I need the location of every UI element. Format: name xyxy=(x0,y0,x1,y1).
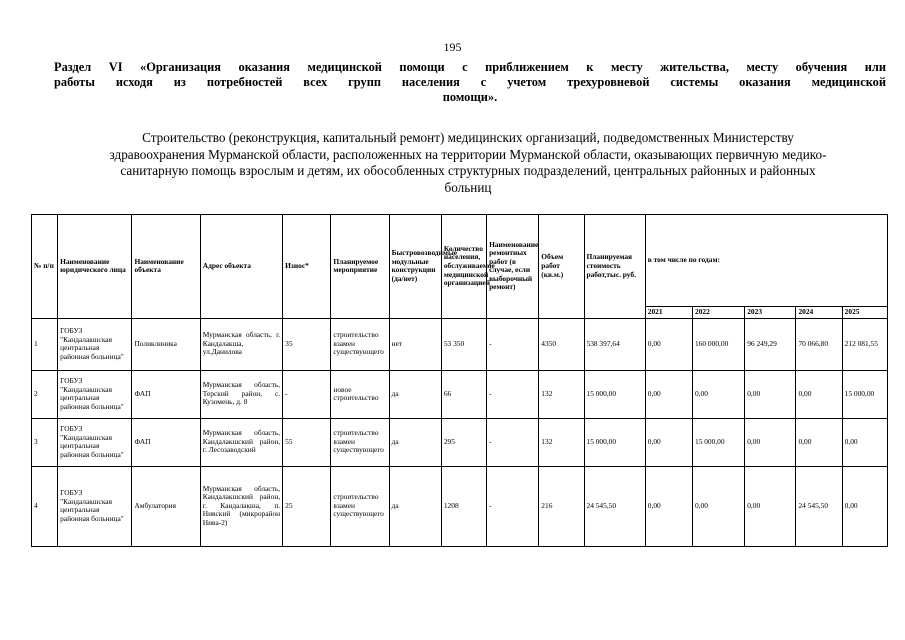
heading-line-1: Раздел VI «Организация оказания медицинской помощи с приближением к месту жительства, месту обучения или xyxy=(54,60,886,74)
cell-cost: 24 545,50 xyxy=(584,466,645,546)
col-header-num: № п/п xyxy=(32,215,58,319)
cell-2021: 0,00 xyxy=(645,318,692,370)
cell-address: Мурманская область, г. Кандалакша, ул.Данилова xyxy=(200,318,282,370)
col-header-modular: Быстровозводимые модульные конструкции (да/нет) xyxy=(389,215,441,319)
document-subtitle xyxy=(48,130,888,196)
col-header-object-name: Наименование объекта xyxy=(132,215,200,319)
cell-2025: 15 000,00 xyxy=(842,370,887,418)
cell-2023: 96 249,29 xyxy=(745,318,796,370)
cell-2021: 0,00 xyxy=(645,370,692,418)
cell-2024: 0,00 xyxy=(796,370,842,418)
cell-volume: 132 xyxy=(539,418,584,466)
cell-population: 295 xyxy=(441,418,486,466)
subtitle-line-2: здравоохранения Мурманской области, расположенных на территории Мурманской области, оказывающих первичную медико- xyxy=(109,146,827,162)
cell-volume: 216 xyxy=(539,466,584,546)
cell-2024: 70 066,80 xyxy=(796,318,842,370)
table-row xyxy=(32,318,888,370)
heading-line-3: помощи». xyxy=(442,90,498,104)
cell-repair-name: - xyxy=(487,318,539,370)
cell-planned-action: строительство взамен существующего xyxy=(331,466,389,546)
subtitle-line-4: больниц xyxy=(444,179,492,195)
cell-population: 53 350 xyxy=(441,318,486,370)
cell-wear: - xyxy=(283,370,331,418)
cell-population: 66 xyxy=(441,370,486,418)
cell-population: 1208 xyxy=(441,466,486,546)
cell-num: 2 xyxy=(32,370,58,418)
cell-2023: 0,00 xyxy=(745,370,796,418)
cell-2022: 0,00 xyxy=(693,370,745,418)
cell-modular: да xyxy=(389,418,441,466)
col-header-year-2024: 2024 xyxy=(796,307,842,319)
col-header-wear: Износ* xyxy=(283,215,331,319)
col-header-volume: Объем работ (кв.м.) xyxy=(539,215,584,319)
cell-num: 1 xyxy=(32,318,58,370)
page-number: 195 xyxy=(443,40,462,54)
cell-legal-entity: ГОБУЗ "Кандалакшская центральная районная больница" xyxy=(58,466,132,546)
cell-num: 3 xyxy=(32,418,58,466)
cell-object-name: ФАП xyxy=(132,370,200,418)
col-header-years-group: в том числе по годам: xyxy=(645,215,887,307)
subtitle-line-3: санитарную помощь взрослым и детям, их обособленных структурных подразделений, центральных районных и районных xyxy=(120,163,816,178)
col-header-address: Адрес объекта xyxy=(200,215,282,319)
cell-2022: 0,00 xyxy=(693,466,745,546)
cell-2025: 0,00 xyxy=(842,466,887,546)
cell-legal-entity: ГОБУЗ "Кандалакшская центральная районная больница" xyxy=(58,418,132,466)
cell-2023: 0,00 xyxy=(745,466,796,546)
heading-line-2: работы исходя из потребностей всех групп населения с учетом трехуровневой системы оказания медицинской xyxy=(54,75,886,89)
cell-object-name: Поликлиника xyxy=(132,318,200,370)
cell-2025: 212 081,55 xyxy=(842,318,887,370)
cell-address: Мурманская область, Терский район, с. Кузомень, д. 8 xyxy=(200,370,282,418)
cell-address: Мурманская область, Кандалакшский район, г. Кандалакша, п. Нивский (микрорайон Нива-2) xyxy=(200,466,282,546)
cell-wear: 55 xyxy=(283,418,331,466)
col-header-year-2025: 2025 xyxy=(842,307,887,319)
col-header-repair-name: Наименование ремонтных работ (в случае, если выборочный ремонт) xyxy=(487,215,539,319)
cell-2022: 15 000,00 xyxy=(693,418,745,466)
cell-2023: 0,00 xyxy=(745,418,796,466)
cell-2022: 160 000,00 xyxy=(693,318,745,370)
table-row xyxy=(32,466,888,546)
cell-cost: 15 000,00 xyxy=(584,370,645,418)
subtitle-line-1: Строительство (реконструкция, капитальный ремонт) медицинских организаций, подведомственных Министерству xyxy=(142,130,794,145)
cell-planned-action: строительство взамен существующего xyxy=(331,318,389,370)
table-row xyxy=(32,370,888,418)
cell-cost: 538 397,64 xyxy=(584,318,645,370)
cell-modular: нет xyxy=(389,318,441,370)
cell-2025: 0,00 xyxy=(842,418,887,466)
cell-wear: 35 xyxy=(283,318,331,370)
cell-cost: 15 000,00 xyxy=(584,418,645,466)
cell-object-name: ФАП xyxy=(132,418,200,466)
cell-planned-action: строительство взамен существующего xyxy=(331,418,389,466)
cell-modular: да xyxy=(389,466,441,546)
cell-repair-name: - xyxy=(487,418,539,466)
col-header-planned-action: Планируемое мероприятие xyxy=(331,215,389,319)
col-header-population: Количество населения, обслуживаемое медицинской организацией xyxy=(441,215,486,319)
col-header-year-2022: 2022 xyxy=(693,307,745,319)
col-header-legal-entity: Наименование юридического лица xyxy=(58,215,132,319)
cell-address: Мурманская область, Кандалакшский район, г. Лесозаводский xyxy=(200,418,282,466)
cell-volume: 4350 xyxy=(539,318,584,370)
cell-volume: 132 xyxy=(539,370,584,418)
cell-2021: 0,00 xyxy=(645,418,692,466)
section-heading xyxy=(54,60,886,105)
cell-legal-entity: ГОБУЗ "Кандалакшская центральная районная больница" xyxy=(58,318,132,370)
col-header-year-2021: 2021 xyxy=(645,307,692,319)
cell-object-name: Амбулатория xyxy=(132,466,200,546)
cell-num: 4 xyxy=(32,466,58,546)
cell-repair-name: - xyxy=(487,466,539,546)
cell-wear: 25 xyxy=(283,466,331,546)
cell-2024: 24 545,50 xyxy=(796,466,842,546)
facilities-table xyxy=(31,214,888,547)
col-header-year-2023: 2023 xyxy=(745,307,796,319)
cell-legal-entity: ГОБУЗ "Кандалакшская центральная районная больница" xyxy=(58,370,132,418)
cell-repair-name: - xyxy=(487,370,539,418)
cell-2024: 0,00 xyxy=(796,418,842,466)
table-header-row xyxy=(32,215,888,307)
cell-2021: 0,00 xyxy=(645,466,692,546)
cell-modular: да xyxy=(389,370,441,418)
col-header-cost: Планируемая стоимость работ,тыс. руб. xyxy=(584,215,645,319)
table-row xyxy=(32,418,888,466)
cell-planned-action: новое строительство xyxy=(331,370,389,418)
